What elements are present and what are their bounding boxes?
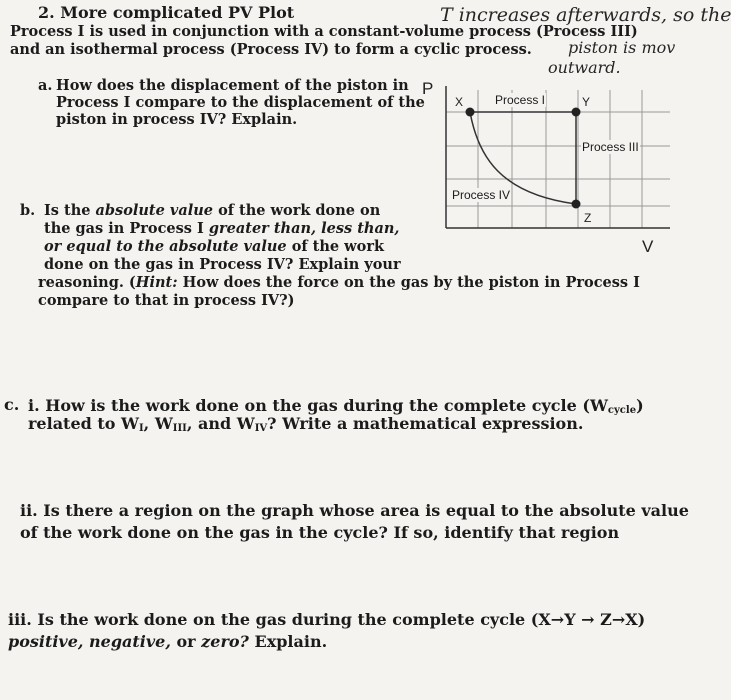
pv-graph [420,76,677,256]
part-a-line-3: piston in process IV? Explain. [56,111,298,128]
part-c-ii-line-1: ii. Is there a region on the graph whose area is equal to the absolute value [20,501,689,520]
point-x-dot [466,108,475,117]
point-x-label: X [455,95,464,109]
part-b-label: b. [20,202,36,219]
axis-v-label: V [642,237,654,256]
intro-line-2: and an isothermal process (Process IV) to form a cyclic process. [10,41,532,58]
intro-line-1: Process I is used in conjunction with a constant-volume process (Process III) [10,23,638,40]
part-c-i-line-1: i. How is the work done on the gas during the complete cycle $(W_{cycle})$ [28,396,644,416]
point-y-dot [572,108,581,117]
axis-p-label: P [422,79,434,98]
part-c-iii-line-2: positive, negative, or zero? Explain. [8,632,328,651]
part-a-line-1: How does the displacement of the piston in [56,77,409,94]
part-c-label: c. [4,395,20,414]
part-c-iii-line-1: iii. Is the work done on the gas during the complete cycle (X→Y → Z→X) [8,610,646,629]
process-i-label: Process I [495,93,546,107]
problem-title: 2. More complicated PV Plot [38,3,295,22]
handwritten-note-line-1: T increases afterwards, so the [440,4,731,26]
part-b-line-1: Is the absolute value of the work done on [44,202,381,219]
part-b-line-3: or equal to the absolute value of the work [44,238,384,255]
graph-axes [446,86,670,228]
point-z-dot [572,200,581,209]
part-b-line-5: reasoning. (Hint: How does the force on the gas by the piston in Process I [38,274,640,291]
part-b-line-2: the gas in Process I greater than, less than, [44,220,400,237]
process-iii-label: Process III [582,140,639,154]
part-a-line-2: Process I compare to the displacement of the [56,94,425,111]
process-iv-label: Process IV [452,188,511,202]
handwritten-note-line-2: piston is mov [568,38,676,57]
part-c-ii-line-2: of the work done on the gas in the cycle? If so, identify that region [20,523,620,542]
part-c-i-line-2: related to $W_I$, $W_{III}$, and $W_{IV}$? Write a mathematical expression. [28,414,584,434]
part-b-line-6: compare to that in process IV?) [38,292,295,309]
point-z-label: Z [584,211,592,225]
part-a-label: a. [38,77,53,94]
part-b-line-4: done on the gas in Process IV? Explain your [44,256,401,273]
handwritten-note-line-3: outward. [548,58,621,77]
point-y-label: Y [582,95,591,109]
graph-grid [446,90,670,228]
